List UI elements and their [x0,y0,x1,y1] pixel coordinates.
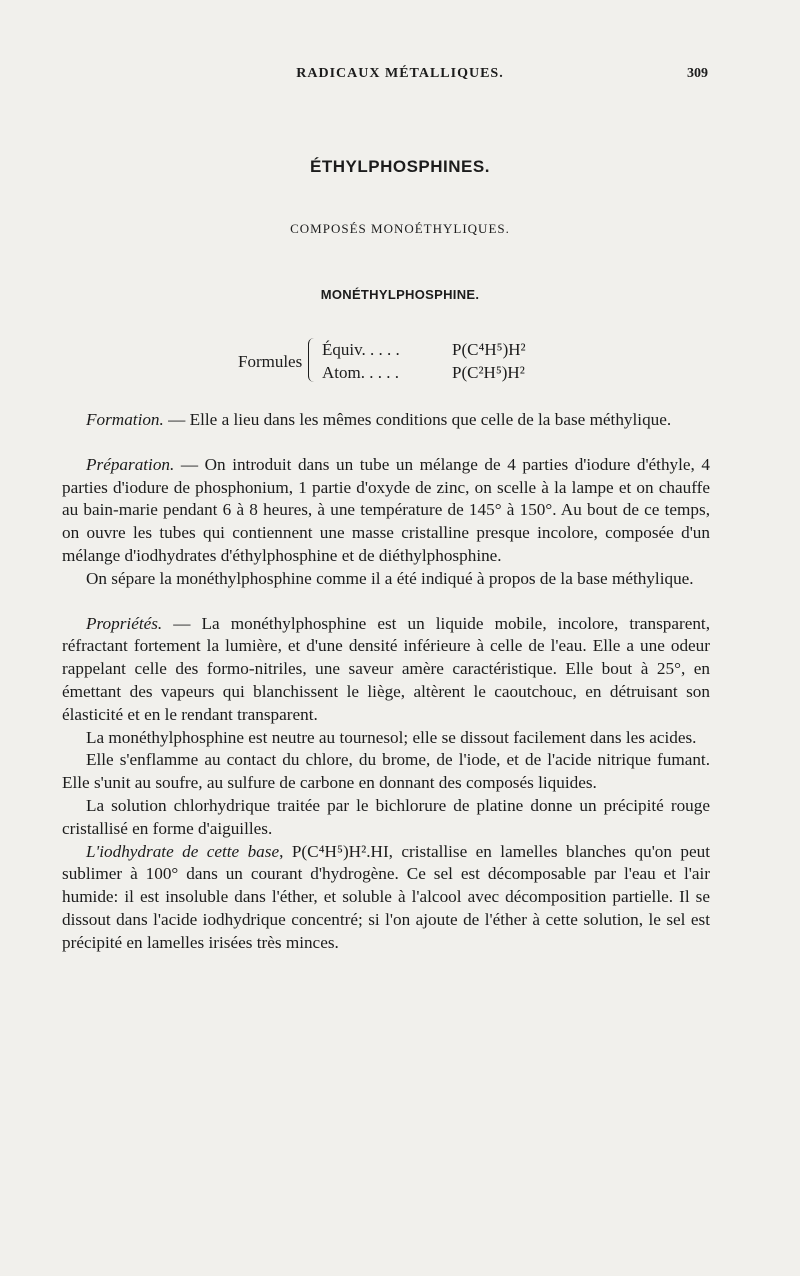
formula-key: Atom. . . . . [322,363,399,382]
formula-key: Équiv. . . . . [322,340,400,359]
formation-text: — Elle a lieu dans les mêmes conditions que celle de la base méthylique. [163,410,672,429]
chapter-title: ÉTHYLPHOSPHINES. [310,157,490,176]
preparation-text: — On introduit dans un tube un mélange de 4 parties d'iodure d'éthyle, 4 parties d'iodure de phosphonium, 1 partie d'oxyde de zinc, on scelle à la lampe et on chauffe au bain-marie pendant 6 à 8 heures, à une température de 145° à 150°. Au bout de ce temps, on ouvre les tubes qui contiennent une masse cristalline presque incolore, composée d'un mélange d'iodhydrates d'éthylphosphine et de diéthylphosphine. [62,454,710,565]
proprietes-lead: Propriétés. [86,613,163,633]
body-text [62,409,710,955]
formula-value: P(C⁴H⁵)H² [452,340,526,359]
formulas-label: Formules [238,352,303,371]
section-title: COMPOSÉS MONOÉTHYLIQUES. [290,221,510,236]
formula-row-equiv [322,340,526,360]
formula-row-atom [322,363,525,383]
formula-value: P(C²H⁵)H² [452,363,525,382]
page-number: 309 [687,66,708,81]
paragraph-proprietes-5 [62,841,710,955]
proprietes-text: — La monéthylphosphine est un liquide mobile, incolore, transparent, réfractant fortement la lumière, et d'une densité inférieure à celle de l'eau. Elle a une odeur rappelant celle des formo-nitriles, une saveur amère caractéristique. Elle bout à 25°, en émettant des vapeurs qui blanchissent le liège, altèrent le caoutchouc, en détruisant son élasticité et en le rendant transparent. [62,613,710,724]
compound-title: MONÉTHYLPHOSPHINE. [320,287,480,302]
paragraph-proprietes-4: La solution chlorhydrique traitée par le bichlorure de platine donne un précipité rouge cristallisé en forme d'aiguilles. [62,795,710,838]
running-title: RADICAUX MÉTALLIQUES. [296,66,504,81]
paragraph-proprietes-3: Elle s'enflamme au contact du chlore, du brome, de l'iode, et de l'acide nitrique fumant. Elle s'unit au soufre, au sulfure de carbone en donnant des composés liquides. [62,750,710,793]
iodhydrate-text: , P(C⁴H⁵)H².HI, cristallise en lamelles blanches qu'on peut sublimer à 100° dans un courant d'hydrogène. Ce sel est décomposable par l'eau et l'air humide: il est insoluble dans l'éther, et soluble à l'alcool avec décomposition partielle. Il se dissout dans l'acide iodhydrique concentré; si l'on ajoute de l'éther à cette solution, le sel est précipité en lamelles irisées très minces. [62,841,710,952]
running-header [0,66,800,88]
paragraph-proprietes [62,613,710,727]
brace-icon [308,338,317,382]
iodhydrate-lead: L'iodhydrate de cette base [86,841,280,861]
preparation-lead: Préparation. [86,454,175,474]
paragraph-proprietes-2: La monéthylphosphine est neutre au tournesol; elle se dissout facilement dans les acides. [86,727,697,747]
formation-lead: Formation. [86,410,164,429]
paragraph-formation [62,409,710,432]
paragraph-preparation-2: On sépare la monéthylphosphine comme il a été indiqué à propos de la base méthylique. [86,568,694,588]
formulas-block [238,336,558,388]
paragraph-preparation [62,454,710,568]
